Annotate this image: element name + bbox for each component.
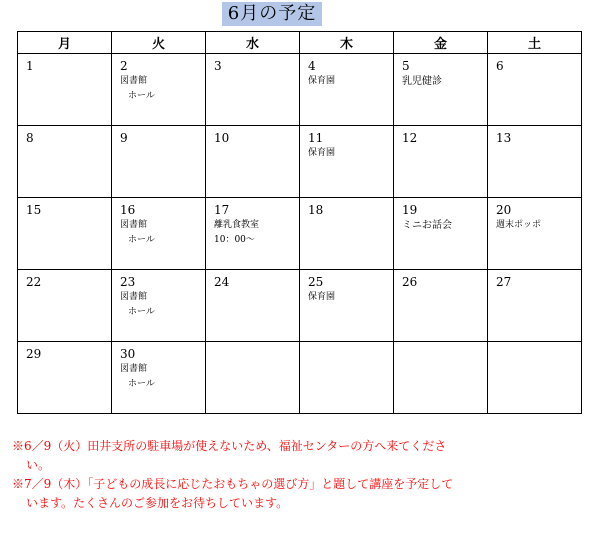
day-cell-content <box>394 126 487 146</box>
day-cell-content <box>488 54 581 74</box>
event-time: 10：00～ <box>214 235 255 245</box>
weekday-header: 金 <box>394 32 488 54</box>
day-cell-content <box>18 126 111 146</box>
day-number: 6 <box>496 59 504 73</box>
day-cell-content <box>488 342 581 346</box>
event-label: 図書館 <box>120 76 148 86</box>
day-cell-content <box>112 270 205 320</box>
event-label: 保育園 <box>308 76 336 86</box>
day-cell <box>206 270 300 342</box>
week-row <box>18 198 582 270</box>
day-cell-content <box>112 126 205 146</box>
event-location: ホール <box>128 379 155 389</box>
weekday-header-row <box>18 32 582 54</box>
weekday-header: 土 <box>488 32 582 54</box>
day-cell <box>206 126 300 198</box>
day-cell <box>18 126 112 198</box>
week-row <box>18 54 582 126</box>
event-label: 保育園 <box>308 148 336 158</box>
day-cell <box>112 342 206 414</box>
day-number: 15 <box>26 203 42 217</box>
event-label: 週末ポッポ <box>496 220 542 230</box>
day-cell <box>112 126 206 198</box>
day-number: 12 <box>402 131 418 145</box>
day-number: 19 <box>402 203 418 217</box>
day-cell-content <box>300 270 393 305</box>
day-number: 3 <box>214 59 222 73</box>
event-label: 保育園 <box>308 292 336 302</box>
day-cell-content <box>18 342 111 362</box>
event-location: ホール <box>128 91 155 101</box>
day-cell <box>18 198 112 270</box>
day-cell-content <box>112 54 205 104</box>
day-number: 10 <box>214 131 230 145</box>
day-number: 2 <box>120 59 128 73</box>
day-cell <box>488 198 582 270</box>
day-cell <box>112 270 206 342</box>
day-cell-content <box>206 198 299 248</box>
weekday-header: 木 <box>300 32 394 54</box>
day-cell-content <box>300 342 393 346</box>
day-cell <box>394 198 488 270</box>
day-number: 8 <box>26 131 34 145</box>
day-number: 27 <box>496 275 512 289</box>
day-cell <box>300 270 394 342</box>
day-number: 26 <box>402 275 418 289</box>
day-number: 30 <box>120 347 136 361</box>
day-cell-content <box>488 126 581 146</box>
event-location: ホール <box>128 235 155 245</box>
day-number: 11 <box>308 131 324 145</box>
day-cell-content <box>206 54 299 74</box>
day-cell-content <box>394 342 487 346</box>
day-cell-content <box>112 198 205 248</box>
day-cell <box>18 342 112 414</box>
event-label: 図書館 <box>120 364 148 374</box>
day-cell-content <box>488 270 581 290</box>
notice-line: ※6／9（火）田井支所の駐車場が使えないため、福祉センターの方へ来てくださ <box>12 439 447 453</box>
day-cell <box>394 342 488 414</box>
day-cell <box>300 126 394 198</box>
day-number: 17 <box>214 203 230 217</box>
day-cell <box>300 342 394 414</box>
event-label: ミニお話会 <box>402 220 452 231</box>
event-label: 図書館 <box>120 292 148 302</box>
day-cell-content <box>300 54 393 89</box>
day-cell-content <box>394 54 487 89</box>
day-cell-content <box>206 342 299 346</box>
day-cell <box>206 342 300 414</box>
day-number: 23 <box>120 275 136 289</box>
day-number: 24 <box>214 275 230 289</box>
day-cell <box>206 54 300 126</box>
day-number: 9 <box>120 131 128 145</box>
day-cell-content <box>394 270 487 290</box>
weekday-header: 火 <box>112 32 206 54</box>
event-label: 乳児健診 <box>402 76 442 87</box>
notices <box>12 437 582 513</box>
weekday-header: 月 <box>18 32 112 54</box>
day-cell <box>394 270 488 342</box>
day-number: 22 <box>26 275 42 289</box>
notice-line: い。 <box>26 458 51 472</box>
day-cell-content <box>394 198 487 233</box>
week-row <box>18 126 582 198</box>
notice-line: ※7／9（木）「子どもの成長に応じたおもちゃの選び方」と題して講座を予定して <box>12 477 454 491</box>
day-cell-content <box>488 198 581 233</box>
day-cell <box>394 126 488 198</box>
day-cell-content <box>18 54 111 74</box>
day-number: 5 <box>402 59 410 73</box>
day-cell <box>488 126 582 198</box>
day-cell <box>488 54 582 126</box>
day-cell <box>488 270 582 342</box>
week-row <box>18 342 582 414</box>
day-cell <box>300 54 394 126</box>
day-number: 18 <box>308 203 324 217</box>
day-cell <box>18 270 112 342</box>
day-number: 20 <box>496 203 512 217</box>
day-number: 25 <box>308 275 324 289</box>
day-cell-content <box>206 126 299 146</box>
calendar-table <box>17 31 582 414</box>
day-cell-content <box>18 198 111 218</box>
day-cell <box>300 198 394 270</box>
week-row <box>18 270 582 342</box>
day-cell-content <box>300 198 393 218</box>
day-cell <box>18 54 112 126</box>
day-cell <box>488 342 582 414</box>
day-number: 16 <box>120 203 136 217</box>
day-number: 1 <box>26 59 34 73</box>
day-number: 13 <box>496 131 512 145</box>
event-label: 離乳食教室 <box>214 220 260 230</box>
event-label: 図書館 <box>120 220 148 230</box>
day-cell <box>206 198 300 270</box>
day-cell-content <box>112 342 205 392</box>
day-number: 4 <box>308 59 316 73</box>
notice-line: います。たくさんのご参加をお待ちしています。 <box>26 496 289 510</box>
day-number: 29 <box>26 347 42 361</box>
event-location: ホール <box>128 307 155 317</box>
day-cell-content <box>300 126 393 161</box>
weekday-header: 水 <box>206 32 300 54</box>
day-cell-content <box>18 270 111 290</box>
day-cell <box>394 54 488 126</box>
day-cell <box>112 54 206 126</box>
day-cell-content <box>206 270 299 290</box>
page-title: 6月の予定 <box>222 2 322 26</box>
day-cell <box>112 198 206 270</box>
